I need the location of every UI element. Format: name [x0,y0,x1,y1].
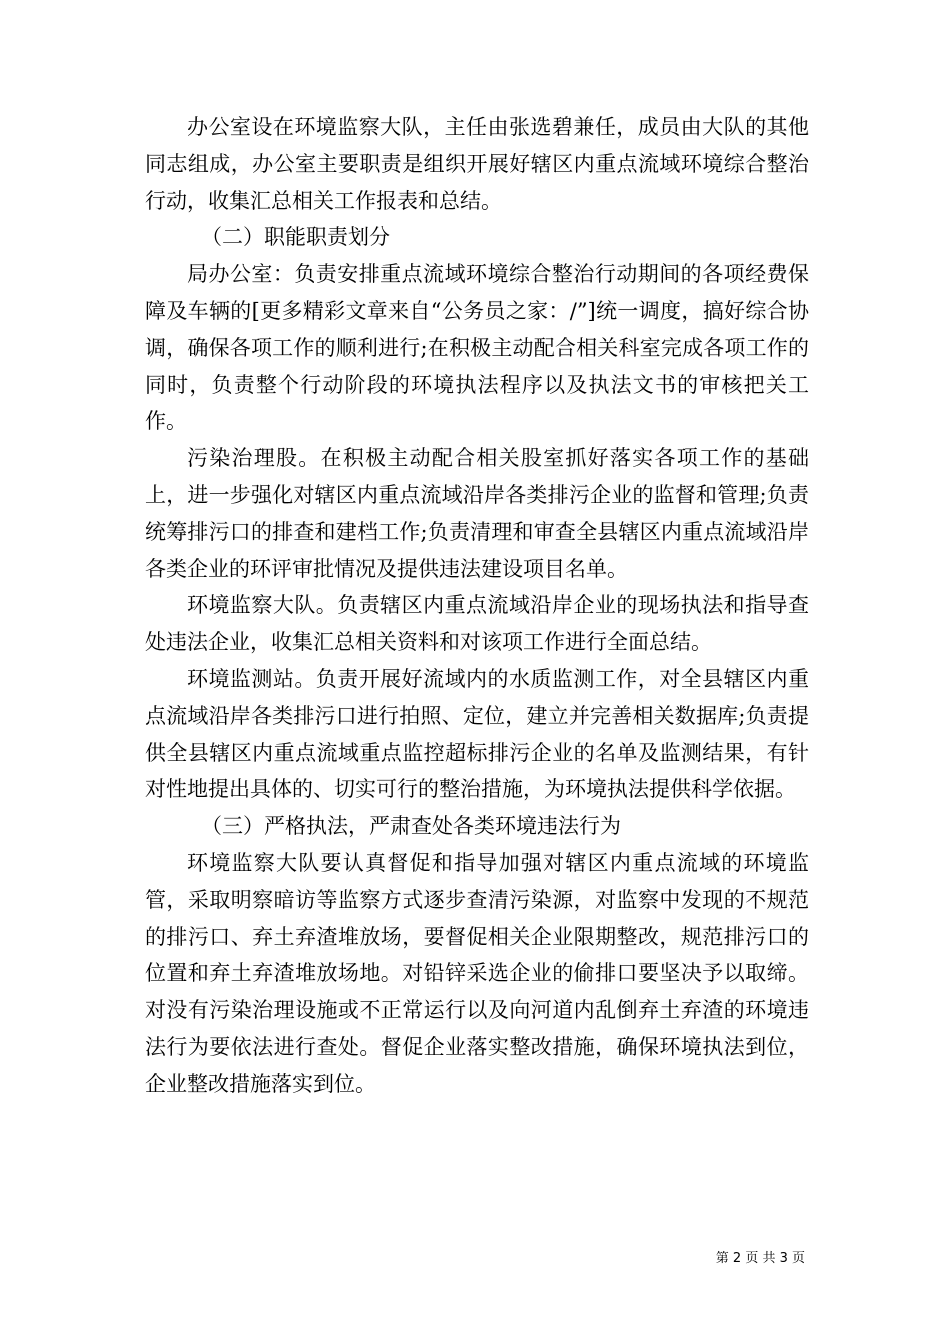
paragraph-office-setup: 办公室设在环境监察大队，主任由张选碧兼任，成员由大队的其他同志组成，办公室主要职责是组织开展好辖区内重点流域环境综合整治行动，收集汇总相关工作报表和总结。 [145,115,809,213]
paragraph-pollution-control: 污染治理股。在积极主动配合相关股室抓好落实各项工作的基础上，进一步强化对辖区内重点流域沿岸各类排污企业的监督和管理;负责统筹排污口的排查和建档工作;负责清理和审查全县辖区内重点流域沿岸各类企业的环评审批情况及提供违法建设项目名单。 [145,446,809,581]
section-heading-enforcement: （三）严格执法，严肃查处各类环境违法行为 [201,814,621,839]
page-number-footer: 第 2 页 共 3 页 [715,1251,805,1266]
paragraph-monitoring-station: 环境监测站。负责开展好流域内的水质监测工作，对全县辖区内重点流域沿岸各类排污口进行拍照、定位，建立并完善相关数据库;负责提供全县辖区内重点流域重点监控超标排污企业的名单及监测结果，有针对性地提出具体的、切实可行的整治措施，为环境执法提供科学依据。 [145,666,809,802]
paragraph-inspection-brigade: 环境监察大队。负责辖区内重点流域沿岸企业的现场执法和指导查处违法企业，收集汇总相关资料和对该项工作进行全面总结。 [145,593,809,655]
section-heading-duties: （二）职能职责划分 [201,225,390,250]
document-body [145,109,809,1103]
paragraph-enforcement: 环境监察大队要认真督促和指导加强对辖区内重点流域的环境监管，采取明察暗访等监察方式逐步查清污染源，对监察中发现的不规范的排污口、弃土弃渣堆放场，要督促相关企业限期整改，规范排污口的位置和弃土弃渣堆放场地。对铅锌采选企业的偷排口要坚决予以取缔。对没有污染治理设施或不正常运行以及向河道内乱倒弃土弃渣的环境违法行为要依法进行查处。督促企业落实整改措施，确保环境执法到位，企业整改措施落实到位。 [145,850,809,1096]
paragraph-bureau-office: 局办公室：负责安排重点流域环境综合整治行动期间的各项经费保障及车辆的[更多精彩文章来自“公务员之家：/”]统一调度，搞好综合协调，确保各项工作的顺利进行;在积极主动配合相关科室完成各项工作的同时，负责整个行动阶段的环境执法程序以及执法文书的审核把关工作。 [145,262,809,434]
